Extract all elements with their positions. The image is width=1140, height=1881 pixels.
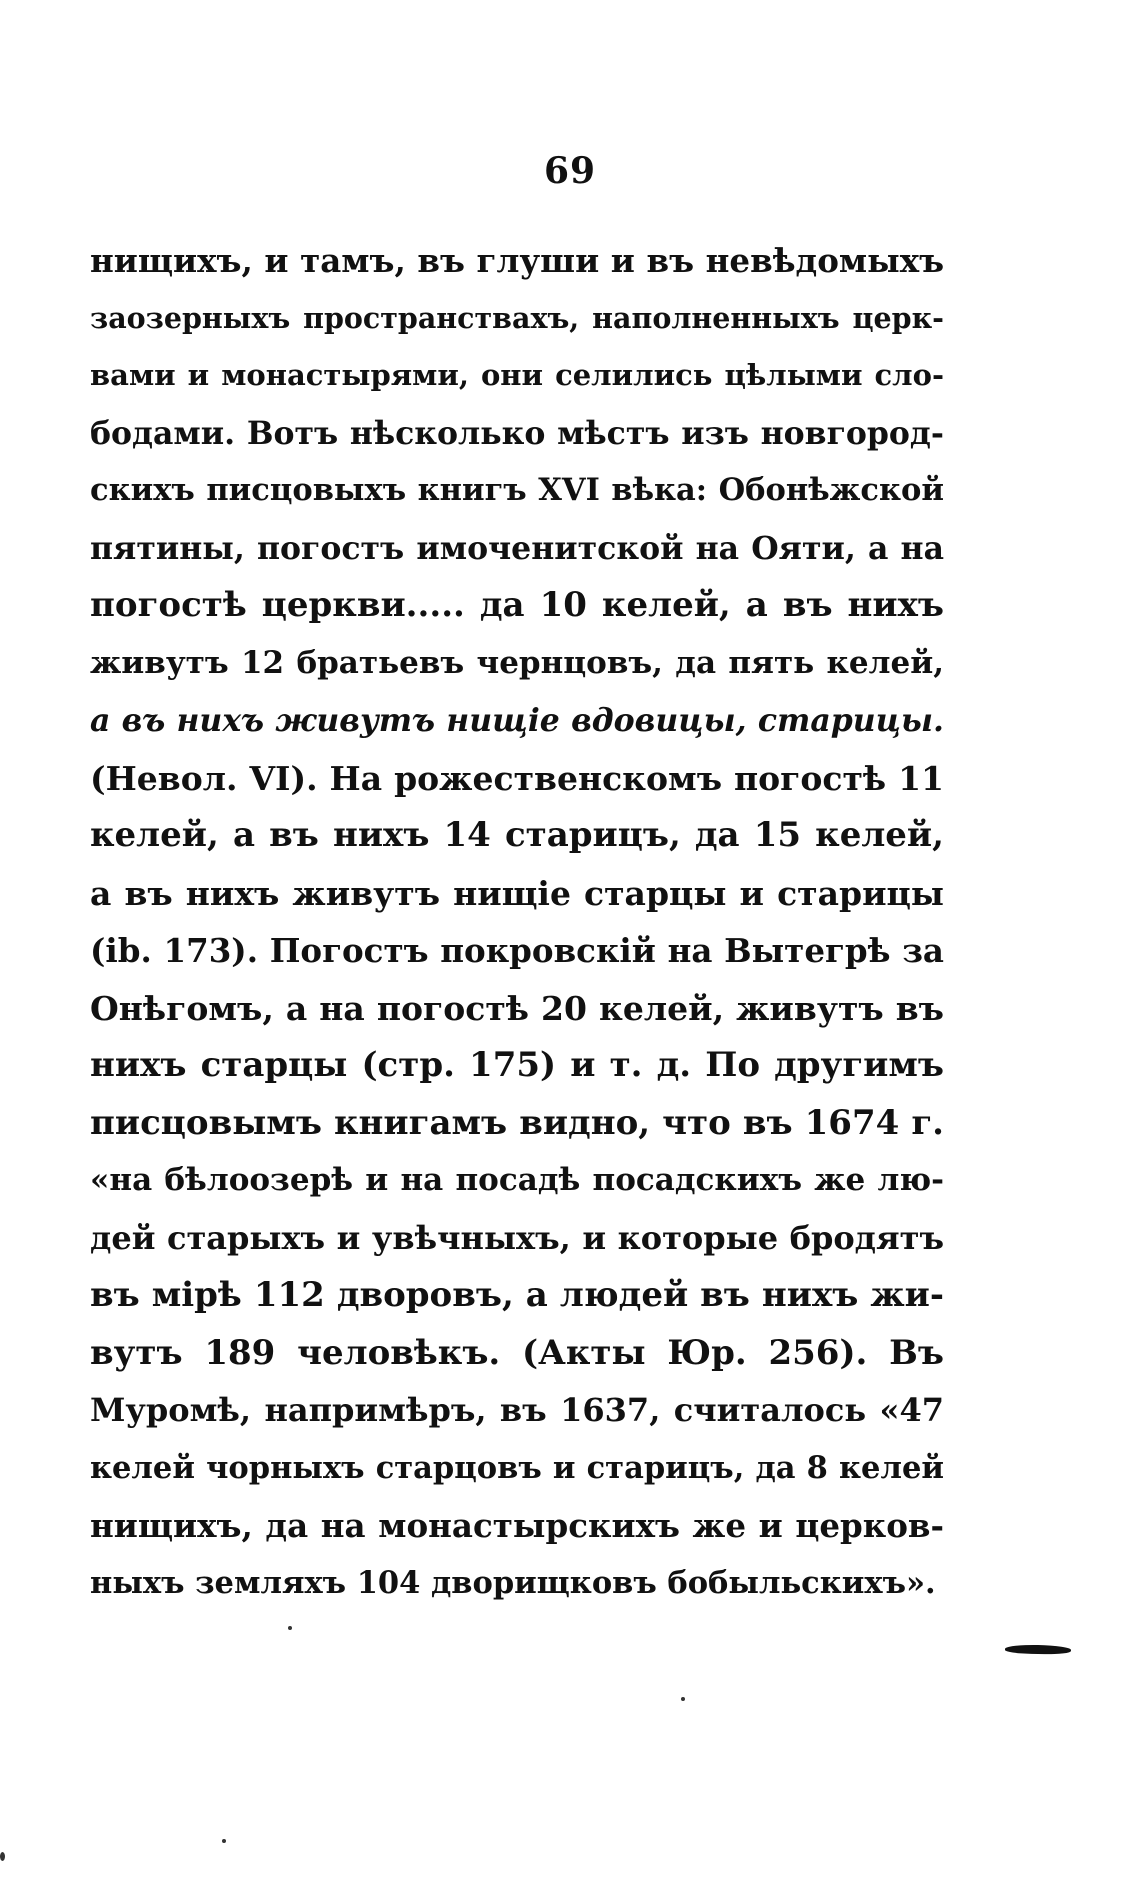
body-text [90, 232, 944, 1612]
print-speck [681, 1697, 685, 1701]
text-line-13: (ib. 173). Погостъ покровскій на Вытегрѣ за [90, 931, 944, 970]
text-line-16: писцовымъ книгамъ видно, что въ 1674 г. [90, 1102, 944, 1143]
text-line-24: ныхъ земляхъ 104 дворищковъ бобыльскихъ». [90, 1564, 936, 1601]
text-line-23: нищихъ, да на монастырскихъ же и церков- [90, 1506, 944, 1545]
text-line-8: живутъ 12 братьевъ чернцовъ, да пять келей, [90, 644, 944, 681]
text-line-12: а въ нихъ живутъ нищіе старцы и старицы [90, 873, 944, 913]
text-line-21: Муромѣ, напримѣръ, въ 1637, считалось «47 [90, 1391, 944, 1429]
text-line-17: «на бѣлоозерѣ и на посадѣ посадскихъ же лю- [90, 1162, 944, 1198]
text-line-14: Онѣгомъ, а на погостѣ 20 келей, живутъ въ [90, 988, 944, 1028]
text-line-7: погостѣ церкви..... да 10 келей, а въ нихъ [90, 585, 944, 625]
text-line-9-italic: а въ нихъ живутъ нищіе вдовицы, старицы. [90, 702, 944, 739]
text-line-19: въ мірѣ 112 дворовъ, а людей въ нихъ жи- [90, 1275, 944, 1315]
text-line-22: келей чорныхъ старцовъ и старицъ, да 8 келей [90, 1449, 944, 1486]
text-line-15: нихъ старцы (стр. 175) и т. д. По другимъ [90, 1045, 944, 1085]
text-line-4: бодами. Вотъ нѣсколько мѣстъ изъ новгород- [90, 414, 944, 452]
print-speck [0, 1852, 5, 1861]
text-line-18: дей старыхъ и увѣчныхъ, и которые бродятъ [90, 1218, 944, 1257]
text-line-20: вутъ 189 человѣкъ. (Акты Юр. 256). Въ [90, 1332, 944, 1373]
text-line-1: нищихъ, и тамъ, въ глуши и въ невѣдомыхъ [90, 241, 944, 280]
print-speck [222, 1839, 226, 1843]
text-line-2: заозерныхъ пространствахъ, наполненныхъ церк- [90, 300, 944, 335]
text-line-11: келей, а въ нихъ 14 старицъ, да 15 келей, [90, 815, 944, 855]
section-end-dash [1005, 1644, 1071, 1654]
print-speck [288, 1626, 292, 1630]
text-line-10: (Невол. VI). На рожественскомъ погостѣ 11 [90, 758, 944, 798]
page-number: 69 [543, 150, 597, 192]
text-line-6: пятины, погостъ имоченитской на Ояти, а на [90, 529, 944, 567]
text-line-5: скихъ писцовыхъ книгъ XVI вѣка: Обонѣжской [90, 472, 944, 508]
text-line-3: вами и монастырями, они селились цѣлыми сло- [90, 358, 944, 392]
